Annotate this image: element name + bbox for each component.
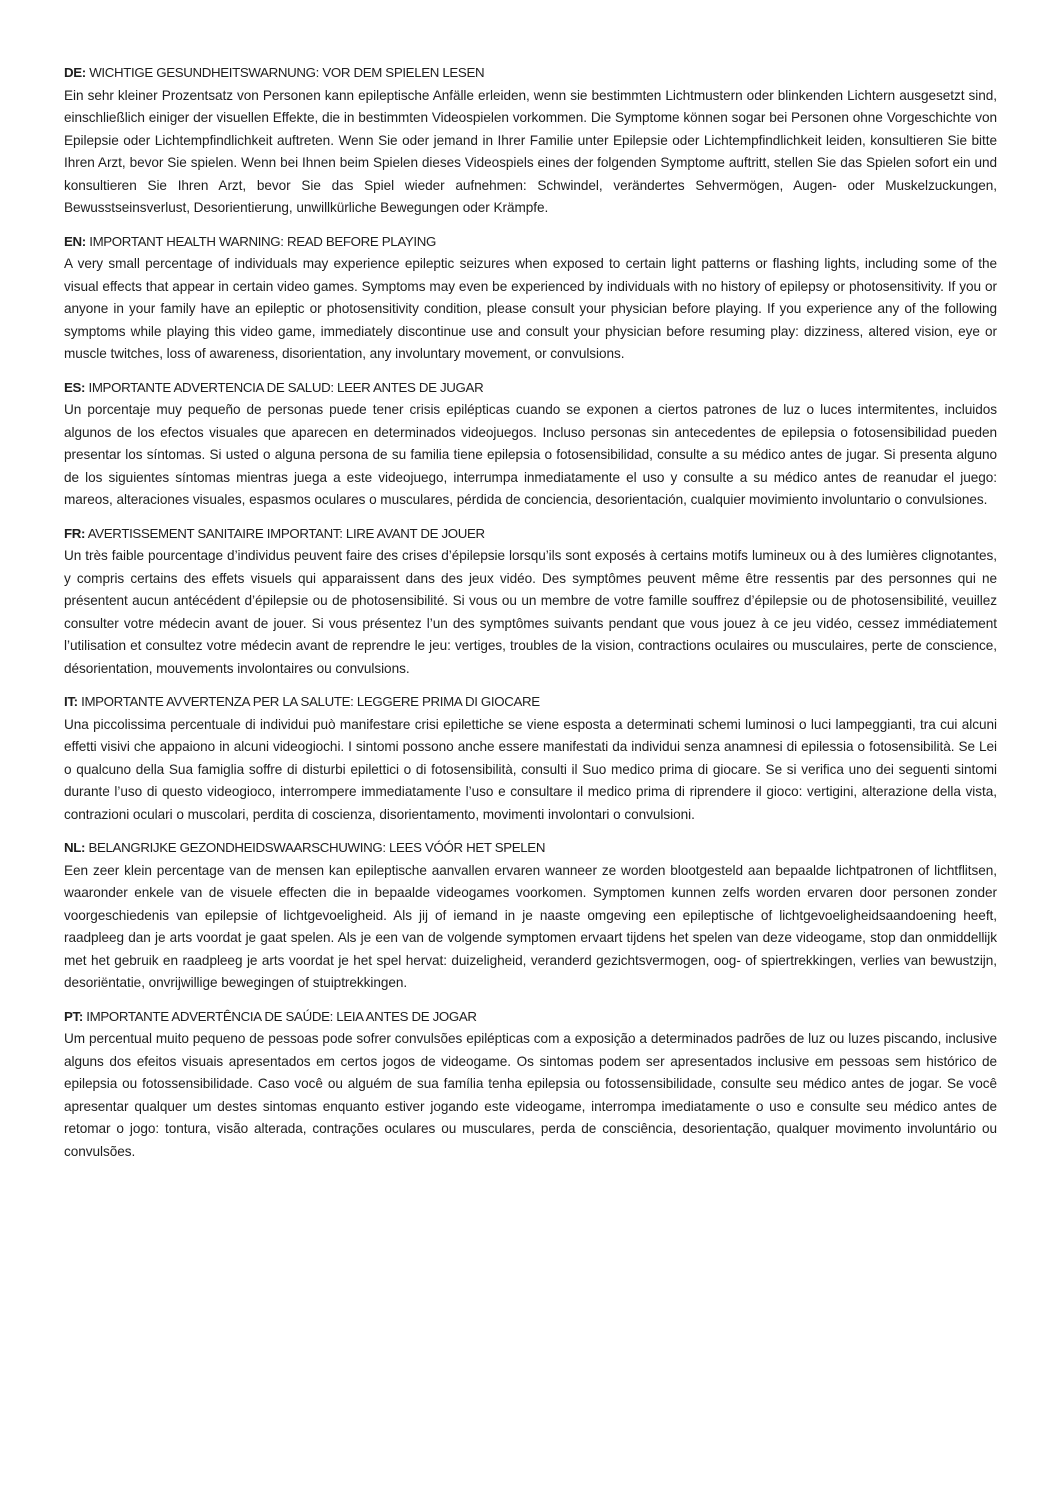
language-code: NL: [64,840,86,855]
language-code: IT: [64,694,78,709]
section-title: IMPORTANTE AVVERTENZA PER LA SALUTE: LEGGERE PRIMA DI GIOCARE [81,694,540,709]
section-es [64,377,997,512]
health-warning-document [64,62,997,1174]
section-it [64,691,997,826]
section-title: BELANGRIJKE GEZONDHEIDSWAARSCHUWING: LEES VÓÓR HET SPELEN [88,840,546,855]
section-title: IMPORTANTE ADVERTÊNCIA DE SAÚDE: LEIA ANTES DE JOGAR [86,1008,477,1024]
section-en [64,231,997,366]
section-heading [64,691,997,714]
section-title: AVERTISSEMENT SANITAIRE IMPORTANT: LIRE AVANT DE JOUER [87,525,485,541]
section-body: Un très faible pourcentage d’individus peuvent faire des crises d’épilepsie lorsqu’ils sont exposés à certains motifs lumineux ou à des lumières clignotantes, y compris certains des effets visuels qui apparaissent dans des jeux vidéo. Des symptômes peuvent même être ressentis par des personnes qui ne présentent aucun antécédent d’épilepsie ou de photosensibilité. Si vous ou un membre de votre famille souffrez d’épilepsie ou de photosensibilité, veuillez consulter votre médecin avant de jouer. Si vous présentez l’un des symptômes suivants pendant que vous jouez à ce jeu vidéo, cessez immédiatement l’utilisation et consultez votre médecin avant de reprendre le jeu: vertiges, troubles de la vision, contractions oculaires ou musculaires, perte de conscience, désorientation, mouvements involontaires ou convulsions. [64,548,997,676]
section-body: Ein sehr kleiner Prozentsatz von Personen kann epileptische Anfälle erleiden, wenn sie bestimmten Lichtmustern oder blinkenden Lichtern ausgesetzt sind, einschließlich einiger der visuellen Effekte, die in bestimmten Videospielen vorkommen. Die Symptome können sogar bei Personen ohne Vorgeschichte von Epilepsie oder Lichtempfindlichkeit auftreten. Wenn Sie oder jemand in Ihrer Familie unter Epilepsie oder Lichtempfindlichkeit leiden, konsultieren Sie bitte Ihren Arzt, bevor Sie spielen. Wenn bei Ihnen beim Spielen dieses Videospiels eines der folgenden Symptome auftritt, stellen Sie das Spielen sofort ein und konsultieren Sie Ihren Arzt, bevor Sie das Spiel wieder aufnehmen: Schwindel, verändertes Sehvermögen, Augen- oder Muskelzuckungen, Bewusstseinsverlust, Desorientierung, unwillkürliche Bewegungen oder Krämpfe. [64,87,997,215]
section-title: WICHTIGE GESUNDHEITSWARNUNG: VOR DEM SPIELEN LESEN [89,65,485,80]
section-body: Een zeer klein percentage van de mensen kan epileptische aanvallen ervaren wanneer ze worden blootgesteld aan bepaalde lichtpatronen of lichtflitsen, waaronder enkele van de visuele effecten die in bepaalde videogames voorkomen. Symptomen kunnen zelfs worden ervaren door personen zonder voorgeschiedenis van epilepsie of lichtgevoeligheid. Als jij of iemand in je naaste omgeving een epileptische of lichtgevoeligheidsaandoening heeft, raadpleeg dan je arts voordat je gaat spelen. Als je een van de volgende symptomen ervaart tijdens het spelen van deze videogame, stop dan onmiddellijk met het gebruik en raadpleeg je arts voordat je het spel hervat: duizeligheid, veranderd gezichtsvermogen, oog- of spiertrekkingen, verlies van bewustzijn, desoriëntatie, onvrijwillige bewegingen of stuiptrekkingen. [64,862,997,990]
language-code: DE: [64,65,86,80]
section-heading [64,377,997,400]
section-title: IMPORTANT HEALTH WARNING: READ BEFORE PLAYING [89,233,436,249]
section-pt [64,1006,997,1164]
section-heading [64,1006,997,1029]
section-heading [64,231,997,254]
section-body: Um percentual muito pequeno de pessoas pode sofrer convulsões epilépticas com a exposição a determinados padrões de luz ou luzes piscando, inclusive alguns dos efeitos visuais apresentados em certos jogos de videogame. Os sintomas podem ser apresentados inclusive em pessoas sem histórico de epilepsia ou fotossensibilidade. Caso você ou alguém de sua família tenha epilepsia ou fotossensibilidade, consulte seu médico antes de jogar. Se você apresentar qualquer um destes sintomas enquanto estiver jogando este videogame, interrompa imediatamente o uso e consulte seu médico antes de retomar o jogo: tontura, visão alterada, contrações oculares ou musculares, perda de consciência, desorientação, qualquer movimento involuntário ou convulsões. [64,1031,997,1159]
section-title: IMPORTANTE ADVERTENCIA DE SALUD: LEER ANTES DE JUGAR [88,379,484,395]
section-nl [64,837,997,995]
section-heading [64,837,997,860]
language-code: FR: [64,525,86,541]
language-code: PT: [64,1008,83,1024]
section-body: Una piccolissima percentuale di individui può manifestare crisi epilettiche se viene esposta a determinati schemi luminosi o luci lampeggianti, tra cui alcuni effetti visivi che appaiono in alcuni videogiochi. I sintomi possono anche essere manifestati da individui senza anamnesi di epilessia o fotosensibilità. Se Lei o qualcuno della Sua famiglia soffre di disturbi epilettici o di fotosensibilità, consulti il Suo medico prima di giocare. Se si verifica uno dei seguenti sintomi durante l’uso di questo videogioco, interrompere immediatamente l’uso e consultare il medico prima di riprendere il gioco: vertigini, alterazione della vista, contrazioni oculari o muscolari, perdita di coscienza, disorientamento, movimenti involontari o convulsioni. [64,716,997,822]
section-heading [64,62,997,85]
section-de [64,62,997,220]
section-body: Un porcentaje muy pequeño de personas puede tener crisis epilépticas cuando se exponen a ciertos patrones de luz o luces intermitentes, incluidos algunos de los efectos visuales que aparecen en determinados videojuegos. Incluso personas sin antecedentes de epilepsia o fotosensibilidad pueden presentar los síntomas. Si usted o alguna persona de su familia tiene epilepsia o fotosensibilidad, consulte a su médico antes de jugar. Si presenta alguno de los siguientes síntomas mientras juega a este videojuego, interrumpa inmediatamente el uso y consulte a su médico antes de reanudar el juego: mareos, alteraciones visuales, espasmos oculares o musculares, pérdida de conciencia, desorientación, cualquier movimiento involuntario o convulsiones. [64,402,997,507]
section-heading [64,523,997,546]
language-code: ES: [64,379,86,395]
language-code: EN: [64,233,86,249]
section-body: A very small percentage of individuals may experience epileptic seizures when exposed to certain light patterns or flashing lights, including some of the visual effects that appear in certain video games. Symptoms may even be experienced by individuals with no history of epilepsy or photosensitivity. If you or anyone in your family have an epileptic or photosensitivity condition, please consult your physician before playing. If you experience any of the following symptoms while playing this video game, immediately discontinue use and consult your physician before resuming play: dizziness, altered vision, eye or muscle twitches, loss of awareness, disorientation, any involuntary movement, or convulsions. [64,256,997,361]
section-fr [64,523,997,681]
